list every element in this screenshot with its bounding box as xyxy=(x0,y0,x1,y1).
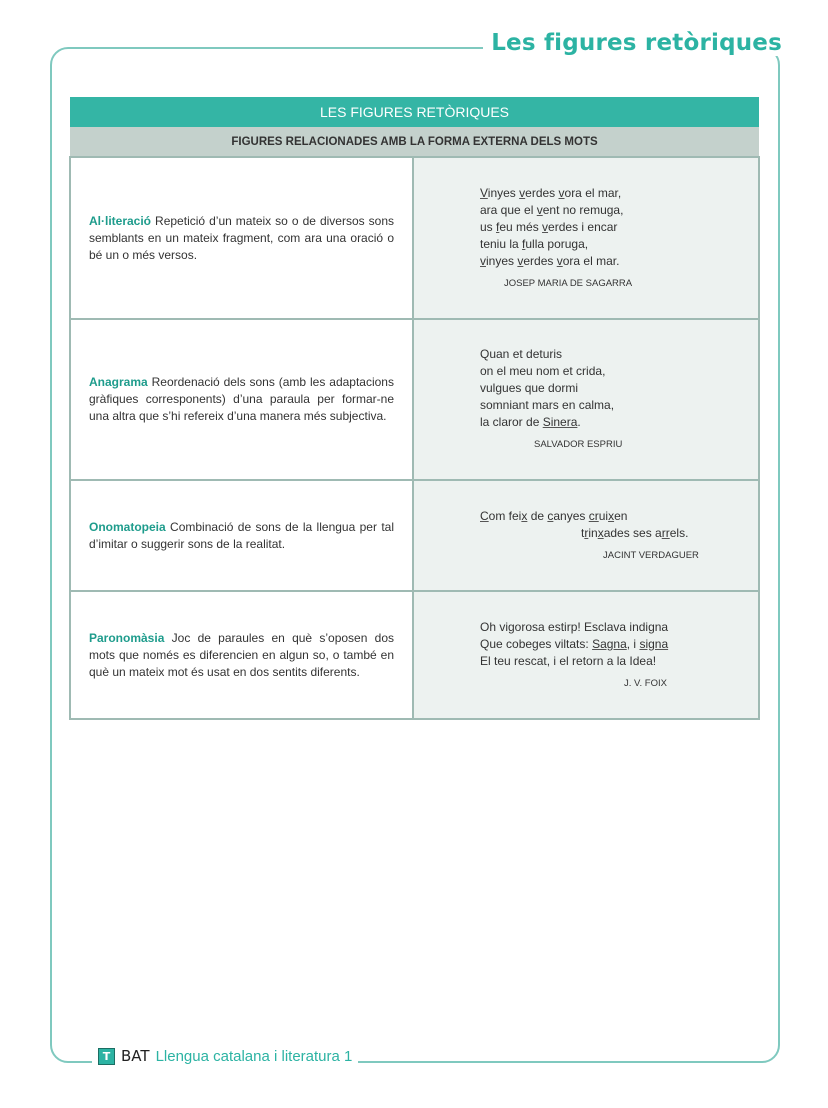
underlined-sound: f xyxy=(496,219,500,234)
verse-text: t xyxy=(581,525,585,540)
table-row xyxy=(70,319,759,480)
underlined-sound: f xyxy=(522,236,526,251)
verse-text: Quan et deturis xyxy=(480,347,563,361)
verse-line xyxy=(480,185,758,202)
verse-line xyxy=(480,219,758,236)
underlined-sound: C xyxy=(480,508,489,523)
underlined-sound: V xyxy=(480,185,488,200)
figure-term: Onomatopeia xyxy=(89,519,166,534)
underlined-sound: x xyxy=(597,525,604,540)
underlined-sound: Sinera xyxy=(542,415,578,429)
verse-line xyxy=(480,253,758,270)
underlined-sound: x xyxy=(521,508,528,523)
verse-text: Oh vigorosa estirp! Esclava indigna xyxy=(480,619,669,634)
verse-text: somniant mars en calma, xyxy=(480,398,615,412)
author: SALVADOR ESPRIU xyxy=(534,439,623,450)
author: JOSEP MARIA DE SAGARRA xyxy=(504,277,633,289)
verse-text: els. xyxy=(669,525,689,540)
verse-text: ora el mar, xyxy=(564,185,622,200)
underlined-sound: c xyxy=(547,508,554,523)
underlined-sound: rr xyxy=(661,525,670,540)
figure-term: Al·literació xyxy=(89,213,152,228)
example-cell xyxy=(413,157,759,319)
verse-text: ades ses a xyxy=(603,525,662,540)
figure-definition: Combinació de sons de la llengua per tal d’imitar o suggerir sons de la realitat. xyxy=(89,519,394,551)
verse-line xyxy=(480,653,758,670)
verse-line xyxy=(480,380,758,397)
table-subtitle: FIGURES RELACIONADES AMB LA FORMA EXTERNA DELS MOTS xyxy=(70,127,759,157)
footer-series: BAT xyxy=(121,1047,150,1065)
table-row xyxy=(70,157,759,319)
footer xyxy=(92,1047,358,1065)
verse-text: teniu la xyxy=(480,236,523,251)
definition-cell xyxy=(70,480,413,591)
table-row xyxy=(70,480,759,591)
example-cell xyxy=(413,480,759,591)
verse-line xyxy=(480,236,758,253)
example-cell xyxy=(413,319,759,480)
underlined-sound: v xyxy=(536,202,543,217)
verse-text: ara que el xyxy=(480,202,537,217)
underlined-sound: v xyxy=(556,253,563,268)
verse-line xyxy=(480,525,758,542)
verse-text: inyes xyxy=(486,253,518,268)
verse-text: eu més xyxy=(499,219,543,234)
definition-cell xyxy=(70,591,413,719)
verse-line xyxy=(480,363,758,380)
figure-term: Paronomàsia xyxy=(89,630,165,645)
example-cell xyxy=(413,591,759,719)
underlined-sound: v xyxy=(517,253,524,268)
figure-term: Anagrama xyxy=(89,375,148,389)
definition-cell xyxy=(70,319,413,480)
publisher-logo-icon: T xyxy=(98,1048,115,1065)
verse-text: ent no remuga, xyxy=(542,202,624,217)
underlined-sound: v xyxy=(519,185,526,200)
verse-text: us xyxy=(480,219,497,234)
underlined-sound: x xyxy=(608,508,615,523)
underlined-sound: r xyxy=(584,525,589,540)
verse-text: erdes xyxy=(525,185,559,200)
underlined-sound: Sagna xyxy=(592,636,627,651)
verse-text: ulla poruga, xyxy=(525,236,589,251)
underlined-sound: v xyxy=(558,185,565,200)
definition-cell xyxy=(70,157,413,319)
verse-text: om fei xyxy=(488,508,522,523)
verse-line xyxy=(480,619,758,636)
figure-definition: Reordenació dels sons (amb les adaptacions gràfiques corresponents) d’una paraula per formar-ne una altra que s’hi refereix d’una manera més subjectiva. xyxy=(89,375,394,423)
footer-book-title: Llengua catalana i literatura 1 xyxy=(155,1047,353,1065)
verse-text: in xyxy=(588,525,598,540)
author: JACINT VERDAGUER xyxy=(603,549,699,561)
page-title: Les figures retòriques xyxy=(483,30,790,56)
figure-definition: Joc de paraules en què s’oposen dos mots que només es diferencien en algun so, o també en què un mateix mot és usat en dos sentits diferents. xyxy=(89,630,394,679)
figure-definition: Repetició d’un mateix so o de diversos sons semblants en un mateix fragment, com ara una oració o bé un o més versos. xyxy=(89,213,394,262)
verse-line xyxy=(480,202,758,219)
verse-text: on el meu nom et crida, xyxy=(480,364,606,378)
verse-text: en xyxy=(614,508,628,523)
verse-text: de xyxy=(527,508,548,523)
verse-text: erdes xyxy=(523,253,557,268)
verse-text: . xyxy=(577,415,581,429)
verse-line xyxy=(480,346,758,363)
author: J. V. FOIX xyxy=(624,677,667,689)
verse-text: Que cobeges viltats: xyxy=(480,636,593,651)
verse-line xyxy=(480,397,758,414)
underlined-sound: v xyxy=(480,253,486,268)
verse-line xyxy=(480,636,758,653)
verse-text: anyes xyxy=(553,508,589,523)
table-title: LES FIGURES RETÒRIQUES xyxy=(70,97,759,127)
verse-text: vulgues que dormi xyxy=(480,381,579,395)
verse-text: inyes xyxy=(487,185,520,200)
underlined-sound: signa xyxy=(639,636,669,651)
verse-text: , i xyxy=(626,636,640,651)
verse-text: erdes i encar xyxy=(548,219,618,234)
verse-text: ui xyxy=(598,508,609,523)
verse-line xyxy=(480,414,758,431)
verse-text: ora el mar. xyxy=(562,253,620,268)
rhetorical-figures-table xyxy=(69,97,760,720)
table-row xyxy=(70,591,759,719)
verse-line xyxy=(480,508,758,525)
underlined-sound: v xyxy=(542,219,549,234)
verse-text: El teu rescat, i el retorn a la Idea! xyxy=(480,653,657,668)
verse-text: la claror de xyxy=(480,415,543,429)
underlined-sound: cr xyxy=(588,508,599,523)
